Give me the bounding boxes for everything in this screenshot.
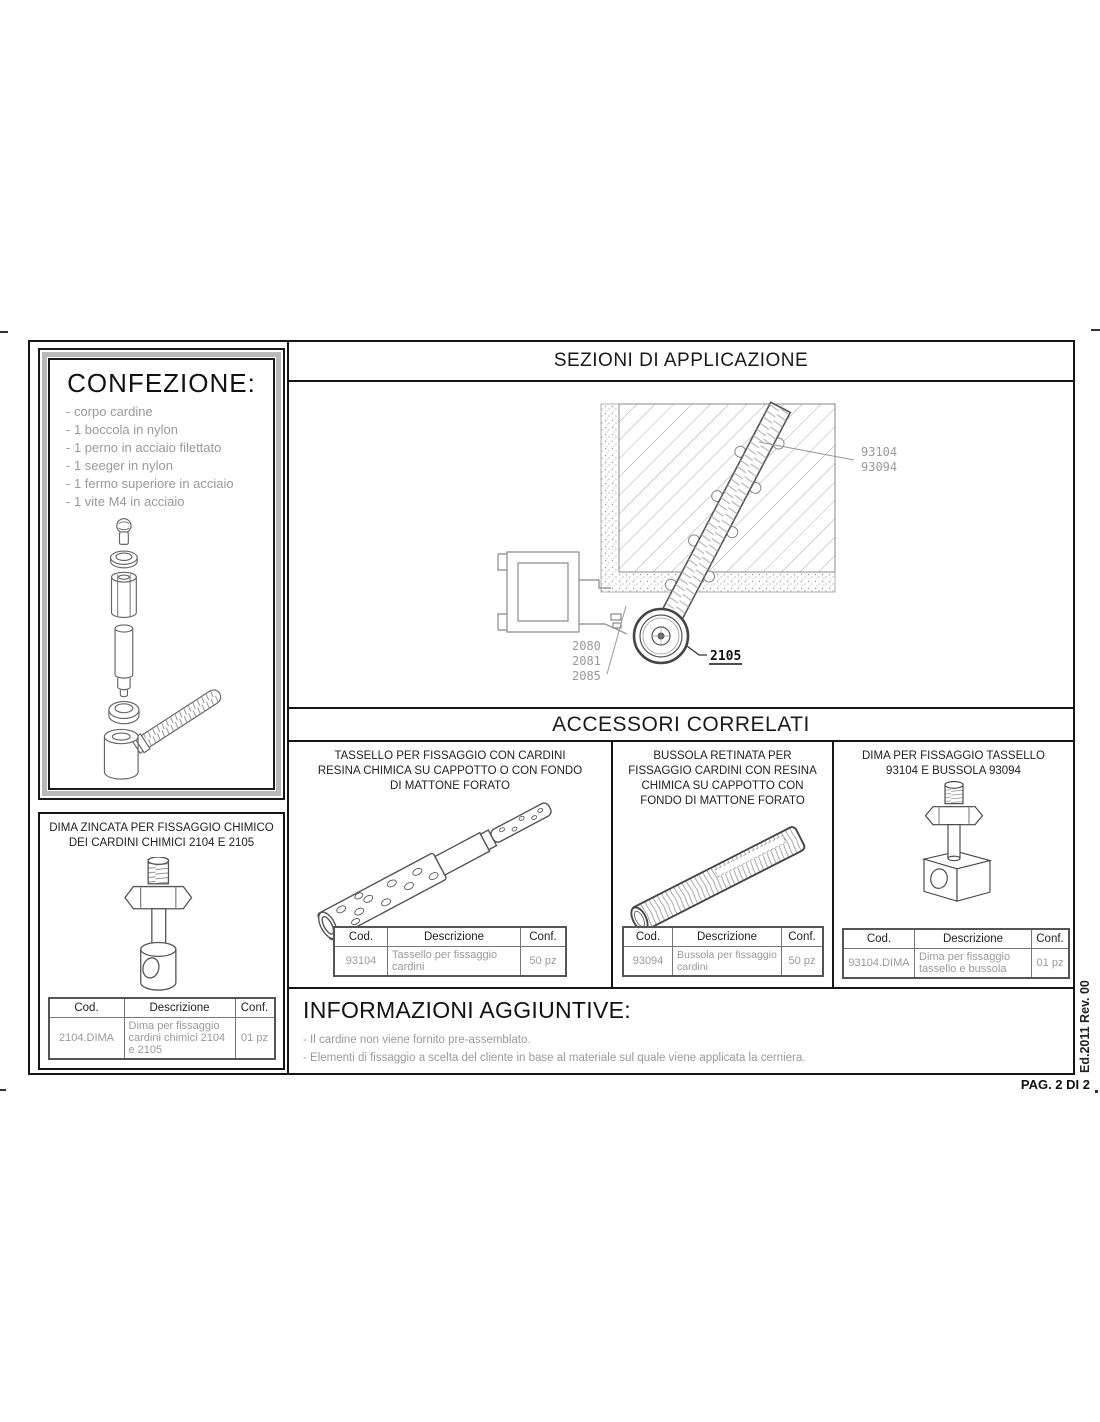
table-header-cod: Cod. bbox=[49, 998, 125, 1018]
info-bullet: - Elementi di fissaggio a scelta del cliente in base al materiale sul quale viene applicata la cerniera. bbox=[303, 1051, 806, 1064]
table-header-descrizione: Descrizione bbox=[673, 927, 782, 947]
confezione-item: - corpo cardine bbox=[66, 404, 153, 419]
panel-title: DIMA PER FISSAGGIO TASSELLO 93104 E BUSSOLA 93094 bbox=[862, 750, 1045, 777]
sezioni-title: SEZIONI DI APPLICAZIONE bbox=[553, 350, 809, 371]
confezione-list bbox=[66, 403, 273, 511]
accessori-panels bbox=[289, 742, 1073, 987]
crop-mark-top-left bbox=[0, 331, 8, 333]
dima-zincata-title: DIMA ZINCATA PER FISSAGGIO CHIMICO DEI CARDINI CHIMICI 2104 E 2105 bbox=[49, 822, 274, 849]
dima-zincata-panel bbox=[38, 812, 285, 1070]
accessori-header bbox=[289, 707, 1073, 742]
info-bullets bbox=[303, 1032, 1059, 1068]
right-region bbox=[287, 342, 1073, 1073]
confezione-box-gray-border bbox=[42, 352, 281, 796]
dima-tassello-table bbox=[842, 928, 1070, 979]
info-title: INFORMAZIONI AGGIUNTIVE: bbox=[303, 997, 631, 1023]
table-value-cod: 93094 bbox=[623, 947, 673, 977]
confezione-title: CONFEZIONE: bbox=[67, 368, 256, 398]
confezione-item: - 1 fermo superiore in acciaio bbox=[66, 475, 234, 491]
table-value-conf: 01 pz bbox=[1032, 949, 1070, 979]
tassello-table bbox=[333, 926, 567, 977]
anchor-code-bottom-label: 93094 bbox=[861, 460, 898, 474]
hinge-code-label: 2105 bbox=[710, 649, 742, 664]
table-header-descrizione: Descrizione bbox=[915, 929, 1032, 949]
table-value-conf: 50 pz bbox=[782, 947, 824, 977]
page-frame bbox=[28, 340, 1075, 1075]
accessori-title: ACCESSORI CORRELATI bbox=[552, 712, 810, 736]
hinge-body bbox=[634, 609, 688, 663]
edition-label: Ed.2011 Rev. 00 bbox=[1078, 980, 1092, 1073]
table-value-descrizione: Tassello per fissaggio cardini bbox=[388, 947, 521, 977]
tassello-drawing bbox=[310, 796, 590, 945]
page-number: PAG. 2 DI 2 bbox=[1020, 1077, 1090, 1092]
table-header-cod: Cod. bbox=[623, 927, 673, 947]
table-value-conf: 01 pz bbox=[235, 1017, 275, 1059]
leader-hinge-code bbox=[687, 646, 707, 655]
table-header-descrizione: Descrizione bbox=[388, 927, 521, 947]
confezione-box bbox=[38, 348, 285, 800]
profile-code-label: 2085 bbox=[572, 669, 601, 683]
bussola-table bbox=[622, 926, 824, 977]
table-header-conf: Conf. bbox=[235, 998, 275, 1018]
confezione-item: - 1 boccola in nylon bbox=[66, 421, 179, 437]
bussola-drawing bbox=[623, 811, 823, 941]
table-value-descrizione: Dima per fissaggio cardini chimici 2104 e 2105 bbox=[124, 1017, 235, 1059]
profile-code-label: 2080 bbox=[572, 639, 601, 653]
table-value-cod: 93104 bbox=[334, 947, 388, 977]
crop-mark-bottom-right bbox=[1095, 1090, 1098, 1093]
crop-mark-top-right bbox=[1091, 329, 1100, 331]
application-section-drawing bbox=[289, 384, 1075, 707]
table-value-descrizione: Bussola per fissaggio cardini bbox=[673, 947, 782, 977]
table-header-cod: Cod. bbox=[334, 927, 388, 947]
table-value-cod: 2104.DIMA bbox=[49, 1017, 125, 1059]
confezione-item: - 1 vite M4 in acciaio bbox=[66, 493, 185, 509]
profile-code-label: 2081 bbox=[572, 654, 601, 668]
leader-profile-codes bbox=[607, 606, 626, 674]
panel-title: TASSELLO PER FISSAGGIO CON CARDINI RESINA CHIMICA SU CAPPOTTO O CON FONDO DI MATTONE FORATO bbox=[317, 750, 583, 792]
confezione-item: - 1 perno in acciaio filettato bbox=[66, 439, 222, 455]
table-header-cod: Cod. bbox=[843, 929, 915, 949]
accessory-panel-dima bbox=[832, 742, 1073, 987]
table-value-conf: 50 pz bbox=[521, 947, 567, 977]
confezione-item: - 1 seeger in nylon bbox=[66, 457, 173, 473]
accessory-panel-bussola bbox=[611, 742, 832, 987]
table-header-descrizione: Descrizione bbox=[124, 998, 235, 1018]
table-header-conf: Conf. bbox=[1032, 929, 1070, 949]
dima-zincata-table bbox=[48, 997, 276, 1060]
crop-mark-bottom-left bbox=[0, 1089, 6, 1091]
dima-tassello-drawing bbox=[879, 781, 1029, 905]
accessory-panel-tassello bbox=[289, 742, 611, 987]
table-header-conf: Conf. bbox=[521, 927, 567, 947]
panel-title: BUSSOLA RETINATA PER FISSAGGIO CARDINI CON RESINA CHIMICA SU CAPPOTTO CON FONDO DI MATTONE FORATO bbox=[628, 750, 817, 807]
info-box bbox=[289, 987, 1073, 1073]
exploded-view-drawing bbox=[69, 515, 255, 781]
dima-zincata-drawing bbox=[74, 857, 250, 991]
table-value-descrizione: Dima per fissaggio tassello e bussola bbox=[915, 949, 1032, 979]
table-header-conf: Conf. bbox=[782, 927, 824, 947]
anchor-code-top-label: 93104 bbox=[861, 445, 898, 459]
info-bullet: - Il cardine non viene fornito pre-assemblato. bbox=[303, 1034, 531, 1046]
sezioni-header bbox=[289, 342, 1073, 382]
table-value-cod: 93104.DIMA bbox=[843, 949, 915, 979]
